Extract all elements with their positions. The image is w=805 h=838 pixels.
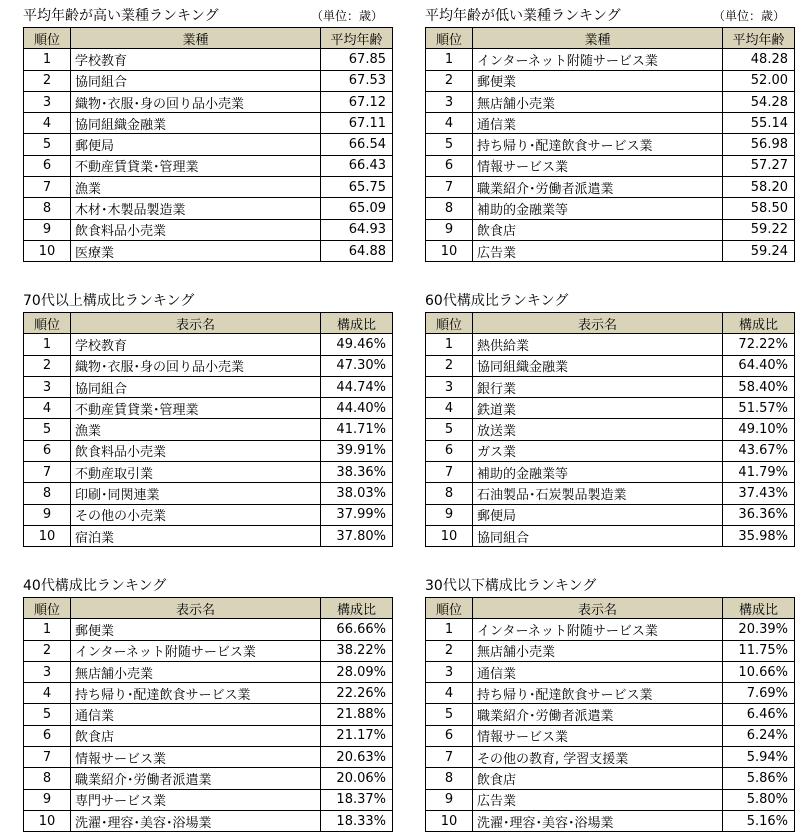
rank-cell: 8	[426, 198, 473, 219]
value-cell: 44.74%	[321, 376, 393, 397]
value-cell: 20.06%	[321, 768, 393, 789]
ranking-table	[425, 312, 795, 547]
table-row	[426, 134, 795, 155]
name-cell: 郵便業	[71, 619, 321, 640]
table-title: 平均年齢が低い業種ランキング	[425, 8, 621, 24]
name-cell: 印刷･同関連業	[71, 483, 321, 504]
name-cell: インターネット附随サービス業	[473, 619, 723, 640]
rank-cell: 1	[24, 334, 71, 355]
name-cell: 職業紹介･労働者派遣業	[473, 704, 723, 725]
name-cell: 情報サービス業	[71, 747, 321, 768]
rank-cell: 9	[24, 504, 71, 525]
ranking-table	[425, 27, 795, 262]
name-cell: 補助的金融業等	[473, 462, 723, 483]
name-cell: その他の小売業	[71, 504, 321, 525]
rank-cell: 3	[24, 661, 71, 682]
table-title: 70代以上構成比ランキング	[23, 293, 195, 309]
value-cell: 5.86%	[723, 768, 795, 789]
table-row	[426, 483, 795, 504]
table-row	[426, 619, 795, 640]
value-cell: 39.91%	[321, 440, 393, 461]
table-row	[426, 462, 795, 483]
name-header: 業種	[473, 28, 723, 49]
table-row	[426, 440, 795, 461]
rank-cell: 1	[24, 619, 71, 640]
table-row	[24, 483, 393, 504]
rank-cell: 7	[426, 462, 473, 483]
value-cell: 66.66%	[321, 619, 393, 640]
rank-cell: 4	[24, 113, 71, 134]
name-cell: インターネット附随サービス業	[71, 640, 321, 661]
value-cell: 66.43	[321, 155, 393, 176]
rank-cell: 6	[426, 440, 473, 461]
value-cell: 59.24	[723, 240, 795, 261]
rank-cell: 4	[426, 113, 473, 134]
rank-cell: 8	[24, 198, 71, 219]
rank-cell: 5	[24, 134, 71, 155]
name-cell: 漁業	[71, 177, 321, 198]
value-cell: 5.94%	[723, 747, 795, 768]
table-row	[426, 70, 795, 91]
value-cell: 58.50	[723, 198, 795, 219]
name-cell: 飲食料品小売業	[71, 440, 321, 461]
name-cell: 学校教育	[71, 49, 321, 70]
name-cell: 織物･衣服･身の回り品小売業	[71, 91, 321, 112]
name-cell: 医療業	[71, 240, 321, 261]
rank-cell: 1	[426, 49, 473, 70]
unit-label: （単位：歳）	[712, 9, 785, 23]
value-header: 平均年齢	[321, 28, 393, 49]
table-row	[426, 661, 795, 682]
value-cell: 28.09%	[321, 661, 393, 682]
value-cell: 65.75	[321, 177, 393, 198]
value-cell: 35.98%	[723, 525, 795, 546]
table-row	[426, 640, 795, 661]
name-cell: 郵便局	[71, 134, 321, 155]
table-row	[426, 91, 795, 112]
rank-cell: 10	[426, 810, 473, 831]
rank-cell: 10	[426, 525, 473, 546]
rank-cell: 1	[426, 619, 473, 640]
unit-label: （単位：歳）	[310, 9, 383, 23]
table-row	[24, 768, 393, 789]
name-cell: 持ち帰り･配達飲食サービス業	[71, 683, 321, 704]
name-cell: 情報サービス業	[473, 725, 723, 746]
value-cell: 58.40%	[723, 376, 795, 397]
name-cell: 郵便局	[473, 504, 723, 525]
rank-cell: 5	[24, 704, 71, 725]
table-row	[24, 334, 393, 355]
table-row	[24, 504, 393, 525]
name-cell: 不動産賃貸業･管理業	[71, 398, 321, 419]
table-row	[426, 768, 795, 789]
name-cell: 郵便業	[473, 70, 723, 91]
rank-cell: 1	[426, 334, 473, 355]
table-row	[426, 525, 795, 546]
value-cell: 55.14	[723, 113, 795, 134]
name-cell: 飲食店	[473, 219, 723, 240]
name-cell: 通信業	[71, 704, 321, 725]
table-row	[24, 113, 393, 134]
rank-cell: 3	[24, 376, 71, 397]
rank-cell: 2	[24, 70, 71, 91]
rank-cell: 4	[426, 398, 473, 419]
name-cell: インターネット附随サービス業	[473, 49, 723, 70]
table-row	[24, 398, 393, 419]
table-row	[426, 177, 795, 198]
value-cell: 7.69%	[723, 683, 795, 704]
name-cell: 無店舗小売業	[473, 91, 723, 112]
name-cell: 持ち帰り･配達飲食サービス業	[473, 134, 723, 155]
value-cell: 37.80%	[321, 525, 393, 546]
rank-cell: 10	[24, 240, 71, 261]
table-row	[426, 113, 795, 134]
table-row	[426, 725, 795, 746]
table-row	[24, 177, 393, 198]
value-cell: 66.54	[321, 134, 393, 155]
value-cell: 56.98	[723, 134, 795, 155]
name-cell: 洗濯･理容･美容･浴場業	[473, 810, 723, 831]
value-header: 構成比	[723, 598, 795, 619]
rank-cell: 7	[24, 462, 71, 483]
name-cell: 熱供給業	[473, 334, 723, 355]
table-title: 40代構成比ランキング	[23, 578, 167, 594]
table-row	[426, 683, 795, 704]
table-row	[24, 810, 393, 831]
name-cell: 漁業	[71, 419, 321, 440]
name-header: 業種	[71, 28, 321, 49]
rank-cell: 7	[426, 747, 473, 768]
value-cell: 41.79%	[723, 462, 795, 483]
rank-cell: 3	[426, 661, 473, 682]
rank-cell: 5	[426, 134, 473, 155]
rank-cell: 2	[426, 70, 473, 91]
name-header: 表示名	[473, 598, 723, 619]
table-row	[24, 198, 393, 219]
name-cell: 専門サービス業	[71, 789, 321, 810]
table-row	[426, 704, 795, 725]
table-row	[24, 49, 393, 70]
rank-cell: 3	[426, 376, 473, 397]
value-cell: 37.99%	[321, 504, 393, 525]
rank-cell: 3	[24, 91, 71, 112]
value-cell: 54.28	[723, 91, 795, 112]
name-cell: 飲食店	[71, 725, 321, 746]
name-cell: 持ち帰り･配達飲食サービス業	[473, 683, 723, 704]
value-cell: 22.26%	[321, 683, 393, 704]
rank-cell: 7	[24, 747, 71, 768]
table-row	[426, 747, 795, 768]
rank-cell: 8	[24, 483, 71, 504]
name-cell: 銀行業	[473, 376, 723, 397]
value-cell: 11.75%	[723, 640, 795, 661]
table-row	[426, 789, 795, 810]
table-title: 30代以下構成比ランキング	[425, 578, 597, 594]
name-cell: 協同組合	[71, 376, 321, 397]
table-row	[24, 789, 393, 810]
name-cell: 宿泊業	[71, 525, 321, 546]
rank-cell: 8	[426, 768, 473, 789]
header-row	[24, 313, 393, 334]
table-row	[426, 155, 795, 176]
name-cell: 情報サービス業	[473, 155, 723, 176]
rank-cell: 9	[24, 219, 71, 240]
value-header: 構成比	[321, 313, 393, 334]
header-row	[426, 28, 795, 49]
rank-cell: 6	[426, 725, 473, 746]
value-cell: 64.88	[321, 240, 393, 261]
rank-cell: 6	[24, 155, 71, 176]
table-row	[24, 462, 393, 483]
table-row	[426, 240, 795, 261]
rank-cell: 2	[426, 640, 473, 661]
rank-cell: 1	[24, 49, 71, 70]
table-row	[24, 355, 393, 376]
name-cell: 木材･木製品製造業	[71, 198, 321, 219]
rank-cell: 5	[24, 419, 71, 440]
table-title: 60代構成比ランキング	[425, 293, 569, 309]
rank-cell: 10	[426, 240, 473, 261]
rank-cell: 3	[426, 91, 473, 112]
value-cell: 6.24%	[723, 725, 795, 746]
name-cell: 洗濯･理容･美容･浴場業	[71, 810, 321, 831]
rank-cell: 4	[426, 683, 473, 704]
value-cell: 5.80%	[723, 789, 795, 810]
value-cell: 52.00	[723, 70, 795, 91]
value-cell: 21.17%	[321, 725, 393, 746]
name-cell: 職業紹介･労働者派遣業	[71, 768, 321, 789]
value-cell: 64.40%	[723, 355, 795, 376]
value-header: 構成比	[321, 598, 393, 619]
rank-cell: 6	[24, 725, 71, 746]
rank-header: 順位	[426, 598, 473, 619]
table-row	[426, 334, 795, 355]
name-cell: 協同組合	[473, 525, 723, 546]
value-cell: 65.09	[321, 198, 393, 219]
name-header: 表示名	[71, 313, 321, 334]
value-cell: 41.71%	[321, 419, 393, 440]
table-title: 平均年齢が高い業種ランキング	[23, 8, 219, 24]
rank-cell: 2	[24, 640, 71, 661]
rank-cell: 7	[24, 177, 71, 198]
ranking-table	[23, 597, 393, 832]
value-cell: 6.46%	[723, 704, 795, 725]
name-cell: 補助的金融業等	[473, 198, 723, 219]
value-cell: 72.22%	[723, 334, 795, 355]
header-row	[24, 598, 393, 619]
name-cell: 協同組織金融業	[71, 113, 321, 134]
rank-cell: 9	[426, 219, 473, 240]
name-cell: 協同組織金融業	[473, 355, 723, 376]
table-row	[426, 810, 795, 831]
table-row	[426, 504, 795, 525]
value-cell: 47.30%	[321, 355, 393, 376]
table-row	[24, 619, 393, 640]
value-cell: 59.22	[723, 219, 795, 240]
rank-cell: 8	[426, 483, 473, 504]
rank-cell: 9	[426, 789, 473, 810]
name-header: 表示名	[473, 313, 723, 334]
value-cell: 49.46%	[321, 334, 393, 355]
value-cell: 5.16%	[723, 810, 795, 831]
rank-cell: 10	[24, 810, 71, 831]
rank-cell: 9	[24, 789, 71, 810]
value-cell: 18.33%	[321, 810, 393, 831]
value-cell: 67.12	[321, 91, 393, 112]
rank-header: 順位	[426, 28, 473, 49]
name-cell: ガス業	[473, 440, 723, 461]
rank-cell: 5	[426, 704, 473, 725]
name-cell: 協同組合	[71, 70, 321, 91]
table-row	[24, 376, 393, 397]
rank-cell: 6	[426, 155, 473, 176]
name-cell: 飲食店	[473, 768, 723, 789]
ranking-table	[425, 597, 795, 832]
table-row	[24, 525, 393, 546]
name-cell: 鉄道業	[473, 398, 723, 419]
rank-cell: 10	[24, 525, 71, 546]
table-row	[24, 155, 393, 176]
value-cell: 37.43%	[723, 483, 795, 504]
value-cell: 38.22%	[321, 640, 393, 661]
value-cell: 43.67%	[723, 440, 795, 461]
ranking-table	[23, 312, 393, 547]
value-cell: 67.53	[321, 70, 393, 91]
name-cell: 放送業	[473, 419, 723, 440]
ranking-table	[23, 27, 393, 262]
value-cell: 58.20	[723, 177, 795, 198]
value-cell: 49.10%	[723, 419, 795, 440]
name-cell: 通信業	[473, 661, 723, 682]
table-row	[426, 49, 795, 70]
value-cell: 67.85	[321, 49, 393, 70]
table-row	[24, 219, 393, 240]
value-cell: 10.66%	[723, 661, 795, 682]
table-row	[426, 376, 795, 397]
table-row	[24, 683, 393, 704]
name-cell: 広告業	[473, 240, 723, 261]
name-cell: 飲食料品小売業	[71, 219, 321, 240]
rank-cell: 2	[426, 355, 473, 376]
value-cell: 20.39%	[723, 619, 795, 640]
rank-cell: 7	[426, 177, 473, 198]
name-header: 表示名	[71, 598, 321, 619]
table-row	[426, 198, 795, 219]
table-row	[24, 240, 393, 261]
table-row	[24, 91, 393, 112]
rank-cell: 9	[426, 504, 473, 525]
value-header: 構成比	[723, 313, 795, 334]
value-cell: 18.37%	[321, 789, 393, 810]
value-cell: 57.27	[723, 155, 795, 176]
header-row	[24, 28, 393, 49]
name-cell: 織物･衣服･身の回り品小売業	[71, 355, 321, 376]
table-row	[426, 219, 795, 240]
table-row	[24, 747, 393, 768]
name-cell: 不動産取引業	[71, 462, 321, 483]
header-row	[426, 598, 795, 619]
name-cell: 無店舗小売業	[473, 640, 723, 661]
rank-header: 順位	[24, 28, 71, 49]
rank-cell: 6	[24, 440, 71, 461]
table-row	[24, 661, 393, 682]
value-cell: 67.11	[321, 113, 393, 134]
table-row	[24, 419, 393, 440]
rank-header: 順位	[426, 313, 473, 334]
table-row	[24, 725, 393, 746]
value-cell: 21.88%	[321, 704, 393, 725]
name-cell: 不動産賃貸業･管理業	[71, 155, 321, 176]
value-cell: 44.40%	[321, 398, 393, 419]
value-cell: 38.36%	[321, 462, 393, 483]
name-cell: 石油製品･石炭製品製造業	[473, 483, 723, 504]
table-row	[426, 355, 795, 376]
table-row	[24, 704, 393, 725]
rank-cell: 2	[24, 355, 71, 376]
rank-cell: 5	[426, 419, 473, 440]
table-row	[426, 398, 795, 419]
header-row	[426, 313, 795, 334]
value-cell: 64.93	[321, 219, 393, 240]
value-cell: 38.03%	[321, 483, 393, 504]
table-row	[24, 134, 393, 155]
value-cell: 48.28	[723, 49, 795, 70]
name-cell: 通信業	[473, 113, 723, 134]
value-cell: 51.57%	[723, 398, 795, 419]
name-cell: 無店舗小売業	[71, 661, 321, 682]
table-row	[24, 70, 393, 91]
name-cell: その他の教育, 学習支援業	[473, 747, 723, 768]
rank-cell: 4	[24, 398, 71, 419]
value-cell: 20.63%	[321, 747, 393, 768]
rank-header: 順位	[24, 598, 71, 619]
value-cell: 36.36%	[723, 504, 795, 525]
rank-header: 順位	[24, 313, 71, 334]
table-row	[24, 440, 393, 461]
name-cell: 学校教育	[71, 334, 321, 355]
name-cell: 職業紹介･労働者派遣業	[473, 177, 723, 198]
rank-cell: 8	[24, 768, 71, 789]
name-cell: 広告業	[473, 789, 723, 810]
table-row	[24, 640, 393, 661]
table-row	[426, 419, 795, 440]
value-header: 平均年齢	[723, 28, 795, 49]
rank-cell: 4	[24, 683, 71, 704]
